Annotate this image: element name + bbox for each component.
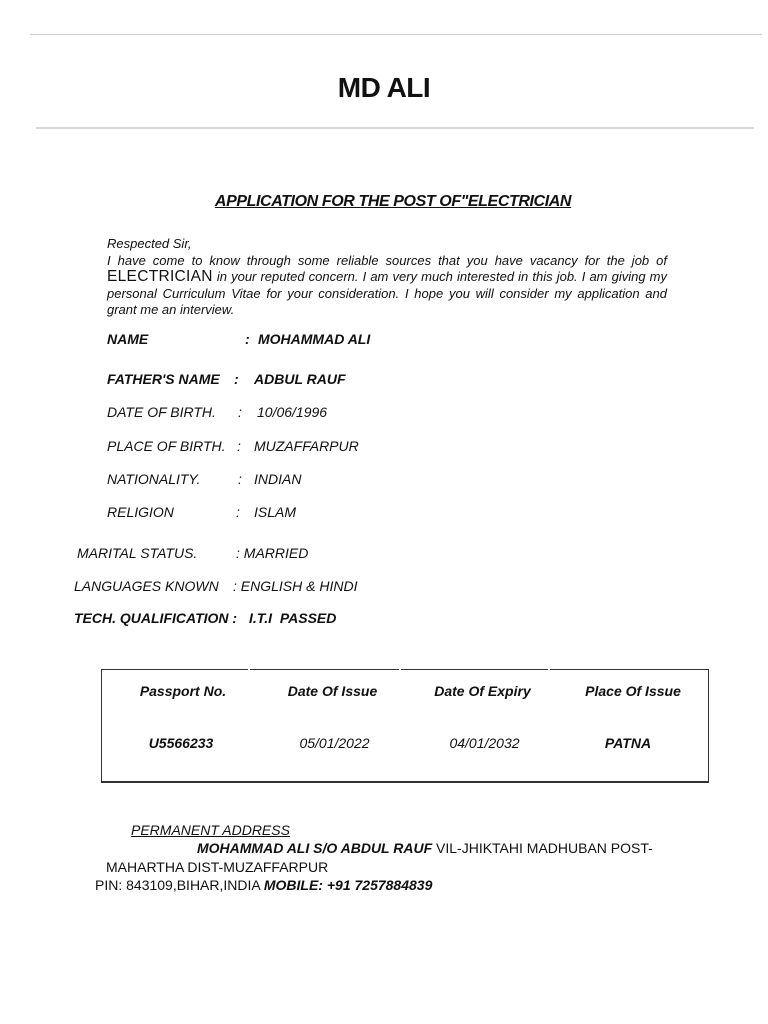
- job-title: ELECTRICIAN: [107, 268, 213, 285]
- detail-label-religion: RELIGION: [107, 504, 174, 520]
- detail-label-nationality: NATIONALITY.: [107, 471, 201, 487]
- detail-value-qualification: I.T.I PASSED: [249, 610, 337, 626]
- page-title: MD ALI: [337, 72, 431, 103]
- address-line3: [95, 877, 432, 893]
- table-cell-expiry: 04/01/2032: [449, 735, 520, 751]
- salutation: Respected Sir,: [107, 236, 192, 251]
- table-cell-issue: 05/01/2022: [299, 735, 370, 751]
- letter-body-part1: I have come to know through some reliable sources that you have vacancy for the job of: [107, 252, 667, 268]
- application-subject: APPLICATION FOR THE POST OF"ELECTRICIAN: [214, 193, 572, 210]
- detail-sep-dob: :: [238, 404, 242, 420]
- detail-sep-nationality: :: [238, 471, 242, 487]
- detail-label-marital: MARITAL STATUS.: [77, 545, 198, 561]
- table-header-expiry: Date Of Expiry: [434, 683, 531, 699]
- detail-sep-religion: :: [236, 504, 240, 520]
- title-divider: [36, 127, 754, 129]
- letter-body: [107, 253, 667, 319]
- detail-value-father: ADBUL RAUF: [254, 371, 346, 387]
- table-row: [101, 731, 709, 782]
- address-name: MOHAMMAD ALI S/O ABDUL RAUF: [197, 840, 433, 856]
- letter-body-part2: in your reputed concern. I am very much interested in this job. I am giving my personal Curriculum Vitae for your consideration. I hope you will consider my application and grant me an interview.: [107, 269, 667, 317]
- detail-label-father: FATHER'S NAME: [107, 371, 220, 387]
- detail-label-dob: DATE OF BIRTH.: [107, 404, 216, 420]
- detail-sep-pob: :: [237, 438, 241, 454]
- detail-value-pob: MUZAFFARPUR: [254, 438, 359, 454]
- detail-label-qualification: TECH. QUALIFICATION :: [74, 610, 238, 626]
- mobile-number: MOBILE: +91 7257884839: [263, 877, 433, 893]
- detail-label-pob: PLACE OF BIRTH.: [107, 438, 226, 454]
- detail-sep-name: :: [245, 331, 250, 347]
- table-header-issue: Date Of Issue: [287, 683, 378, 699]
- address-line2: MAHARTHA DIST-MUZAFFARPUR: [106, 859, 329, 875]
- address-line1: [197, 840, 653, 856]
- address-heading: PERMANENT ADDRESS: [131, 822, 290, 838]
- detail-value-marital: : MARRIED: [236, 545, 309, 561]
- detail-value-languages: : ENGLISH & HINDI: [233, 578, 358, 594]
- detail-label-name: NAME: [107, 331, 149, 347]
- detail-value-dob: 10/06/1996: [257, 404, 328, 420]
- detail-value-religion: ISLAM: [254, 504, 297, 520]
- address-village: VIL-JHIKTAHI MADHUBAN POST-: [436, 840, 653, 856]
- passport-table: [101, 669, 709, 782]
- table-cell-passport: U5566233: [148, 735, 214, 751]
- cover-letter: [107, 236, 667, 319]
- table-header-passport: [101, 669, 257, 731]
- detail-label-languages: LANGUAGES KNOWN: [74, 578, 219, 594]
- table-header-passport-text: Passport No.: [139, 683, 227, 699]
- detail-value-name: MOHAMMAD ALI: [258, 331, 371, 347]
- address-pin: PIN: 843109,BIHAR,INDIA: [95, 877, 260, 893]
- detail-sep-father: :: [234, 371, 239, 387]
- detail-value-nationality: INDIAN: [254, 471, 302, 487]
- top-divider: [30, 34, 762, 35]
- table-header-row: [101, 669, 709, 731]
- table-cell-place: PATNA: [604, 735, 652, 751]
- table-header-place: Place Of Issue: [585, 683, 681, 699]
